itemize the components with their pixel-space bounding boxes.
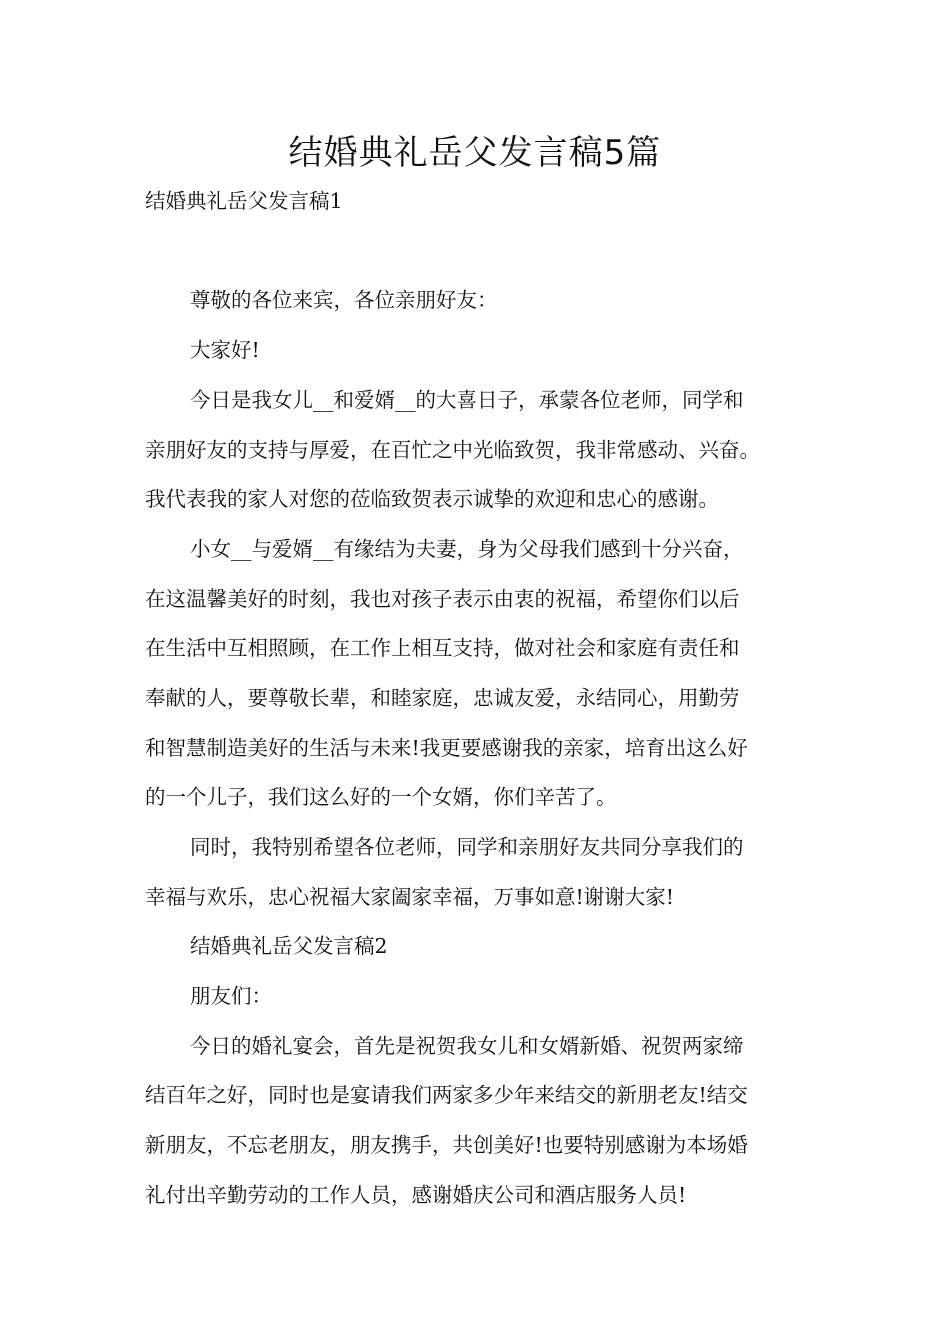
paragraph-line: 同时，我特别希望各位老师，同学和亲朋好友共同分享我们的	[190, 835, 744, 859]
paragraph-line: 结百年之好，同时也是宴请我们两家多少年来结交的新朋老友!结交	[145, 1083, 748, 1107]
paragraph-line: 大家好!	[190, 338, 260, 362]
paragraph-line: 礼付出辛勤劳动的工作人员，感谢婚庆公司和酒店服务人员!	[145, 1183, 687, 1207]
paragraph-line: 尊敬的各位来宾，各位亲朋好友：	[190, 288, 498, 312]
paragraph-line: 亲朋好友的支持与厚爱，在百忙之中光临致贺，我非常感动、兴奋。	[145, 438, 760, 462]
paragraph-line: 新朋友，不忘老朋友，朋友携手，共创美好!也要特别感谢为本场婚	[145, 1133, 748, 1157]
paragraph-line: 今日是我女儿__和爱婿__的大喜日子，承蒙各位老师，同学和	[190, 388, 744, 412]
paragraph-line: 今日的婚礼宴会，首先是祝贺我女儿和女婿新婚、祝贺两家缔	[190, 1034, 744, 1058]
paragraph-line: 和智慧制造美好的生活与未来!我更要感谢我的亲家，培育出这么好	[145, 736, 748, 760]
paragraph-line: 小女__与爱婿__有缘结为夫妻，身为父母我们感到十分兴奋，	[190, 537, 744, 561]
paragraph-line: 幸福与欢乐，忠心祝福大家阖家幸福，万事如意!谢谢大家!	[145, 885, 674, 909]
paragraph-line: 的一个儿子，我们这么好的一个女婿，你们辛苦了。	[145, 785, 617, 809]
document-title: 结婚典礼岳父发言稿5篇	[288, 133, 662, 173]
paragraph-line: 在生活中互相照顾，在工作上相互支持，做对社会和家庭有责任和	[145, 636, 740, 660]
paragraph-line: 我代表我的家人对您的莅临致贺表示诚挚的欢迎和忠心的感谢。	[145, 487, 719, 511]
section-heading-2: 结婚典礼岳父发言稿2	[190, 934, 388, 958]
paragraph-line: 奉献的人，要尊敬长辈，和睦家庭，忠诚友爱，永结同心，用勤劳	[145, 686, 740, 710]
section-heading-1: 结婚典礼岳父发言稿1	[145, 189, 343, 213]
paragraph-line: 朋友们：	[190, 984, 272, 1008]
paragraph-line: 在这温馨美好的时刻，我也对孩子表示由衷的祝福，希望你们以后	[145, 587, 740, 611]
